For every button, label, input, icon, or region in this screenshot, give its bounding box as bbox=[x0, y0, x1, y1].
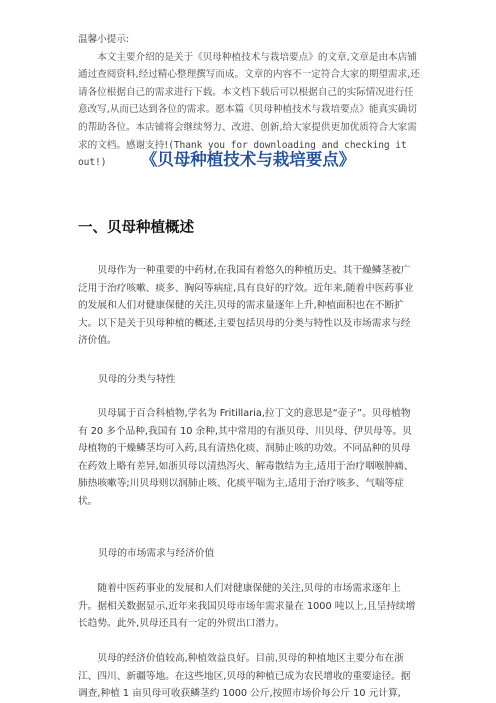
tip-title: 温馨小提示: bbox=[78, 34, 130, 45]
classification-paragraph bbox=[78, 405, 416, 511]
subheading-classification: 贝母的分类与特性 bbox=[98, 374, 176, 385]
market-paragraph bbox=[78, 580, 416, 633]
market-text: 随着中医药事业的发展和人们对健康保健的关注,贝母的市场需求逐年上升。据相关数据显示,近年来我国贝母市场年需求量在 1000 吨以上,且呈持续增长趋势。此外,贝母还具有一定的外贸出口潜力。 bbox=[78, 583, 416, 630]
subheading-market: 贝母的市场需求与经济价值 bbox=[98, 548, 215, 559]
intro-paragraph bbox=[78, 262, 416, 350]
intro-text: 贝母作为一种重要的中药材,在我国有着悠久的种植历史。其干燥鳞茎被广泛用于治疗咳嗽、痰多、胸闷等病症,具有良好的疗效。近年来,随着中医药事业的发展和人们对健康保健的关注,贝母的需求量逐年上升,种植面积也在不断扩大。以下是关于贝母种植的概述,主要包括贝母的分类与特性以及市场需求与经济价值。 bbox=[78, 265, 414, 347]
section-heading: 一、贝母种植概述 bbox=[78, 220, 194, 236]
tip-text: 本文主要介绍的是关于《贝母种植技术与栽培要点》的文章,文章是由本店铺通过查阅资料,经过精心整理撰写而成。文章的内容不一定符合大家的期望需求,还请各位根据自己的需求进行下载。本文档下载后可以根据自己的实际情况进行任意改写,从而已达到各位的需求。愿本篇《贝母种植技术与栽培要点》能真实确切的帮助各位。本店铺将会继续努力、改进、创新,给大家提供更加优质符合大家需求的文档。感谢支持! bbox=[78, 51, 420, 151]
document-title: 《贝母种植技术与栽培要点》 bbox=[140, 150, 356, 169]
tip-english: (Thank you for downloading and checking it out!) bbox=[78, 139, 407, 169]
economics-text: 贝母的经济价值较高,种植效益良好。目前,贝母的种植地区主要分布在浙江、四川、新疆等地。在这些地区,贝母的种植已成为农民增收的重要途径。据调查,种植 1 亩贝母可收获鳞茎约 1000 公斤,按照市场价每公斤 10 元计算, bbox=[78, 653, 411, 700]
economics-paragraph bbox=[78, 650, 416, 703]
classification-text: 贝母属于百合科植物,学名为 Fritillaria,拉丁文的意思是“壶子”。贝母植物有 20 多个品种,我国有 10 余种,其中常用的有浙贝母、川贝母、伊贝母等。贝母植物的干燥鳞茎均可入药,具有清热化痰、润肺止咳的功效。不同品种的贝母在药效上略有差异,如浙贝母以清热泻火、解毒散结为主,适用于治疗咽喉肿痛、肺热咳嗽等;川贝母则以润肺止咳、化痰平喘为主,适用于治疗咳多、气喘等症状。 bbox=[78, 408, 414, 507]
